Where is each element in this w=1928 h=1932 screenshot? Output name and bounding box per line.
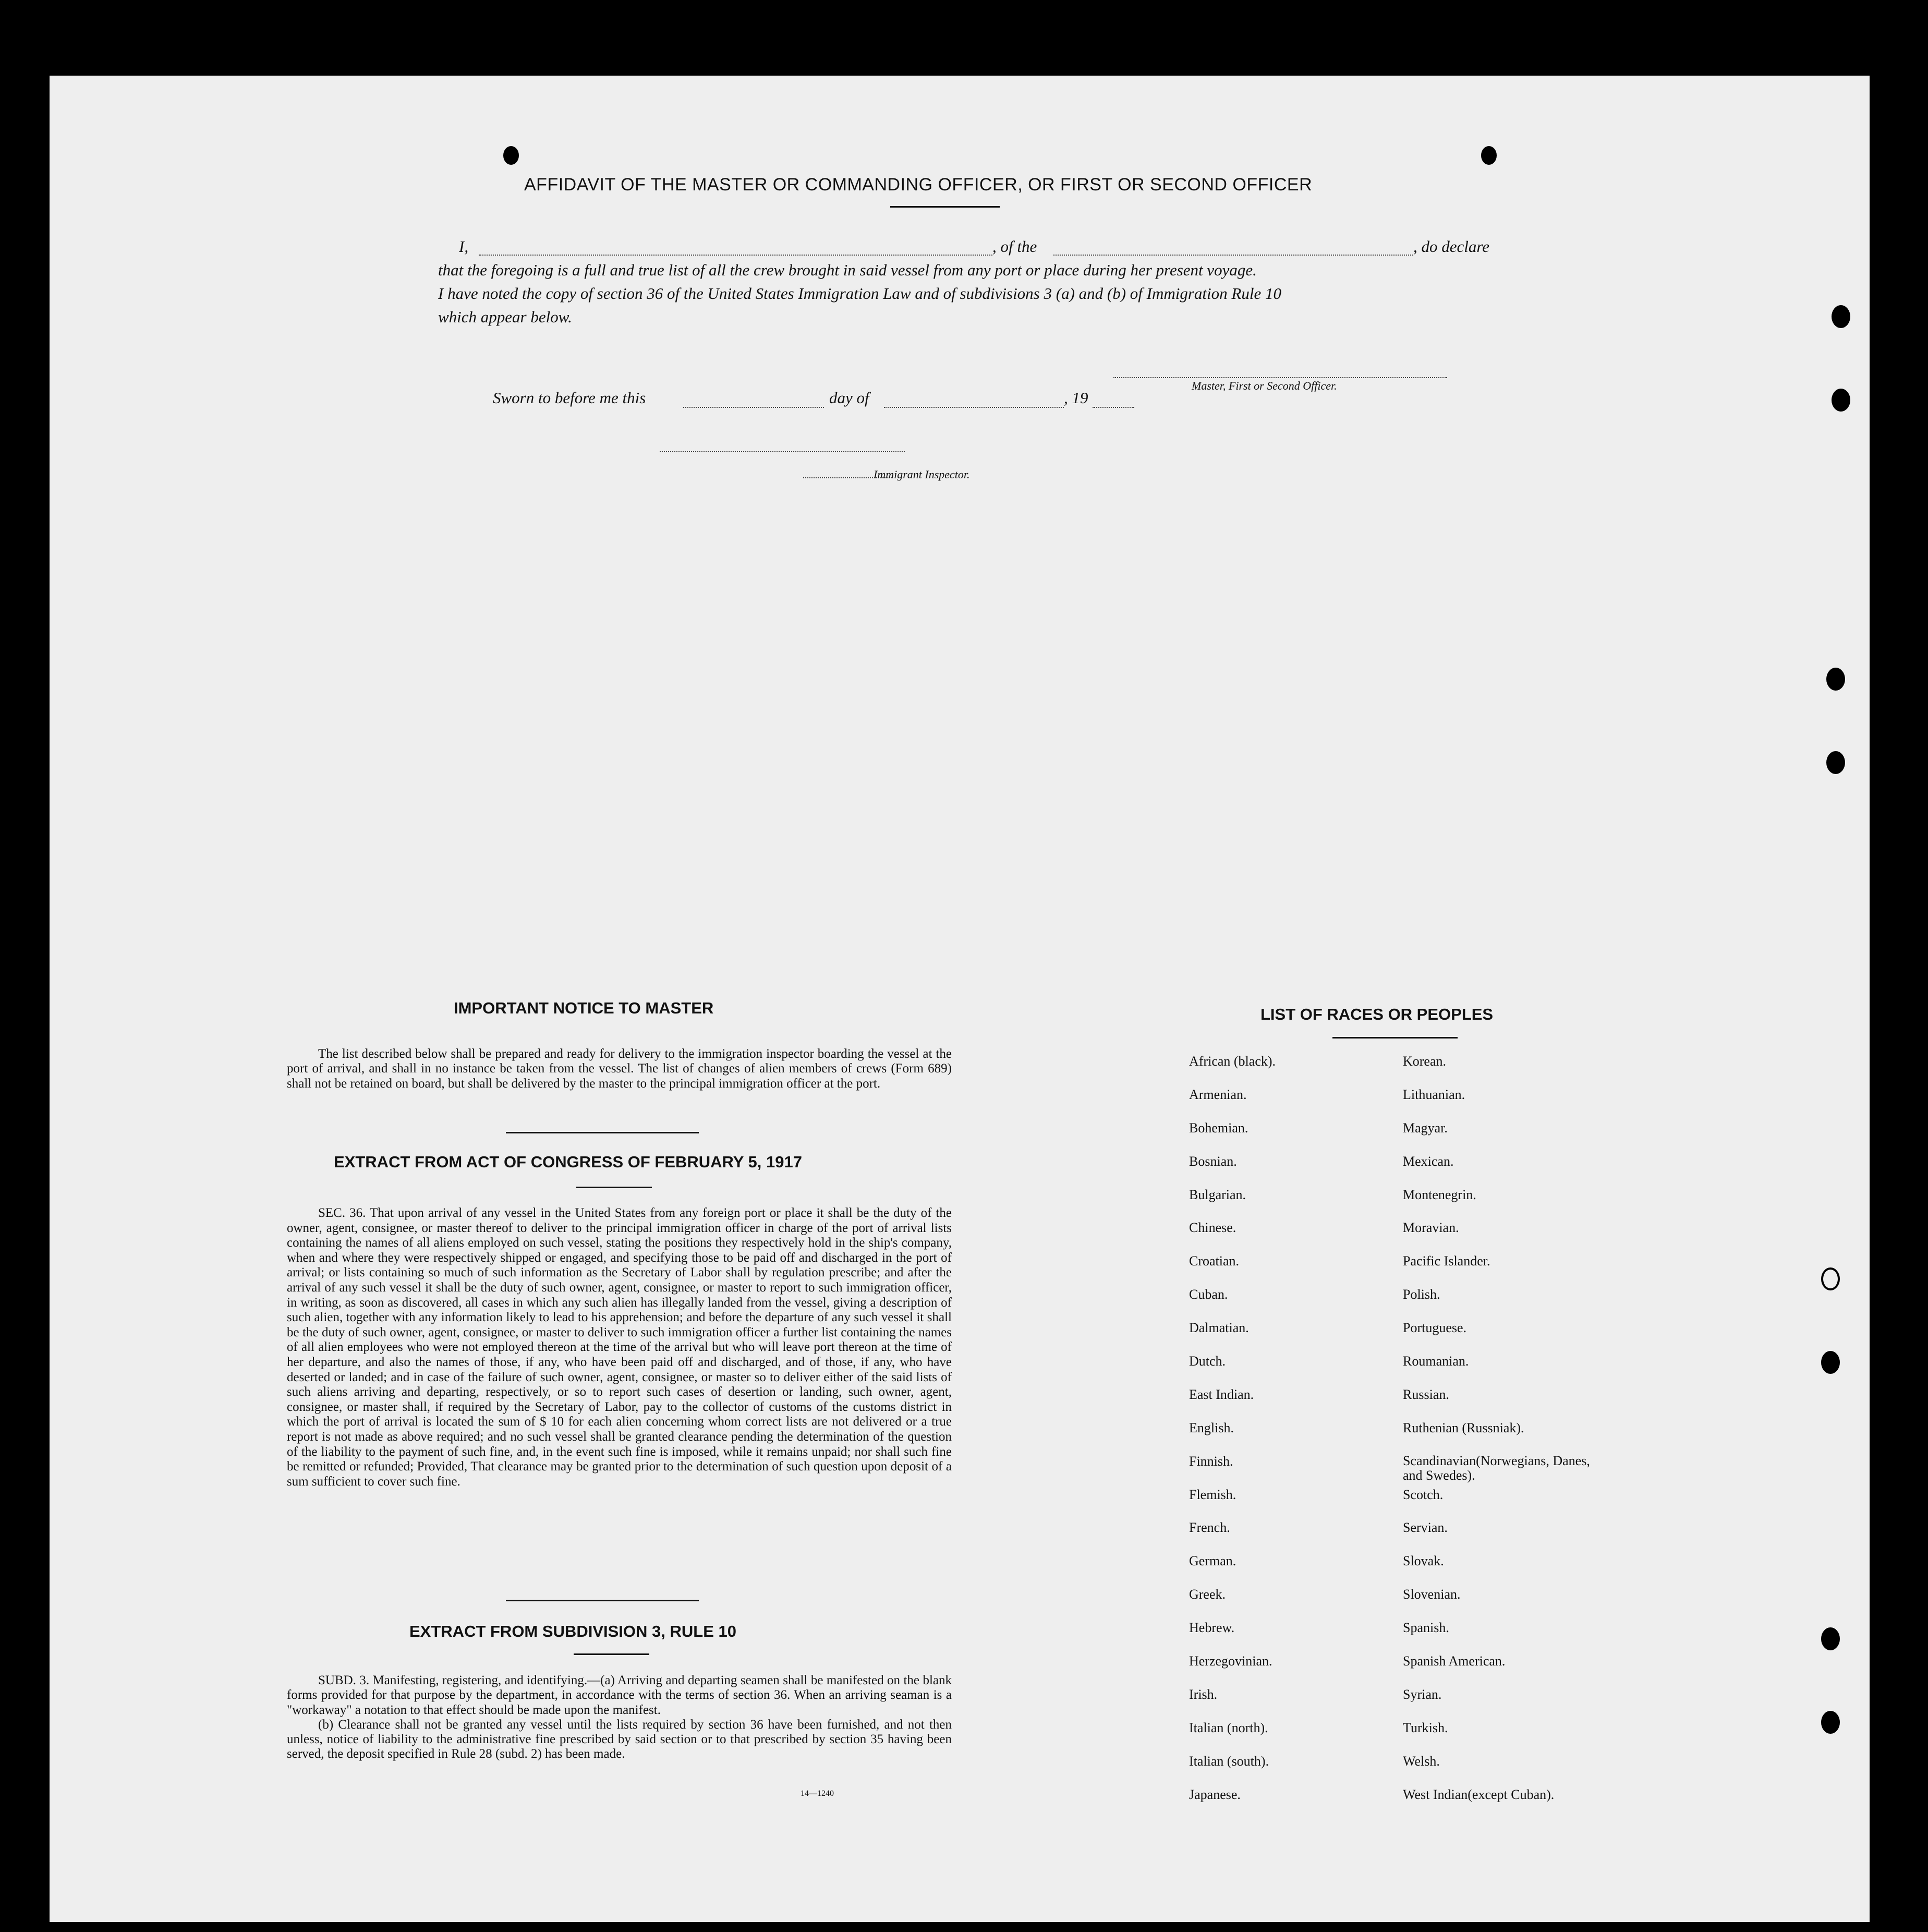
binder-hole — [1826, 751, 1845, 774]
name-field-line[interactable] — [479, 255, 992, 256]
binder-hole — [1821, 1351, 1840, 1374]
race-item: Herzegovinian. — [1189, 1653, 1272, 1669]
race-item: Italian (south). — [1189, 1753, 1269, 1769]
race-item: Magyar. — [1403, 1120, 1448, 1136]
race-item: Slovenian. — [1403, 1587, 1461, 1602]
binder-hole — [1826, 668, 1845, 691]
race-item: Flemish. — [1189, 1487, 1236, 1502]
act-underline — [576, 1187, 652, 1188]
staple-hole — [503, 146, 519, 165]
race-item: Slovak. — [1403, 1553, 1444, 1569]
races-right-column — [1403, 1054, 1601, 1820]
race-item: Lithuanian. — [1403, 1086, 1465, 1102]
race-item: Portuguese. — [1403, 1320, 1467, 1336]
races-underline — [1332, 1037, 1458, 1039]
race-item: Cuban. — [1189, 1287, 1228, 1302]
rule-heading: EXTRACT FROM SUBDIVISION 3, RULE 10 — [409, 1622, 736, 1640]
sworn-month-line[interactable] — [884, 407, 1064, 408]
race-item: Bulgarian. — [1189, 1187, 1246, 1202]
staple-hole — [1481, 146, 1497, 165]
day-of-text: day of — [829, 389, 869, 407]
affidavit-line-3: I have noted the copy of section 36 of the United States Immigration Law and of subdivisions 3 (a) and (b) of Immigration Rule 10 — [438, 284, 1281, 303]
race-item: Pacific Islander. — [1403, 1253, 1490, 1269]
notice-heading: IMPORTANT NOTICE TO MASTER — [454, 999, 714, 1017]
race-item: French. — [1189, 1520, 1230, 1536]
race-item: Dalmatian. — [1189, 1320, 1249, 1336]
race-item: Bosnian. — [1189, 1153, 1237, 1169]
race-item: Russian. — [1403, 1386, 1449, 1402]
master-signature-line[interactable] — [1113, 377, 1447, 378]
inspector-label: Immigrant Inspector. — [874, 468, 970, 481]
sworn-text: Sworn to before me this — [493, 389, 646, 407]
master-label: Master, First or Second Officer. — [1192, 379, 1337, 392]
race-item: Montenegrin. — [1403, 1187, 1476, 1202]
race-item: West Indian(except Cuban). — [1403, 1786, 1555, 1802]
affidavit-line-4: which appear below. — [438, 308, 572, 326]
race-item: Turkish. — [1403, 1720, 1448, 1735]
act-divider — [506, 1600, 699, 1601]
binder-hole — [1832, 305, 1850, 328]
binder-hole — [1832, 389, 1850, 412]
race-item: Moravian. — [1403, 1220, 1459, 1236]
race-item: Welsh. — [1403, 1753, 1440, 1769]
race-item: English. — [1189, 1420, 1234, 1435]
affidavit-line-2: that the foregoing is a full and true list of all the crew brought in said vessel from any port or place during her present voyage. — [438, 261, 1257, 279]
race-item: African (black). — [1189, 1054, 1276, 1069]
race-item: Japanese. — [1189, 1786, 1241, 1802]
race-item: Spanish American. — [1403, 1653, 1506, 1669]
race-item: Syrian. — [1403, 1686, 1442, 1702]
manifest-page — [50, 76, 1870, 1922]
race-item: German. — [1189, 1553, 1236, 1569]
rule-text: SUBD. 3. Manifesting, registering, and identifying.—(a) Arriving and departing seamen shall be manifested on the blank forms provided for that purpose by the department, in accordance with the terms of section 36. When an arriving seaman is a "workaway" a notation to that effect should be made upon the manifest. (b) Clearance shall not be granted any vessel until the lists required by section 36 have been furnished, and not then unless, notice of liability to the administrative fine prescribed by said section or to that prescribed by section 35 having been served, the deposit specified in Rule 28 (subd. 2) has been made. — [287, 1673, 952, 1761]
race-item: Dutch. — [1189, 1354, 1226, 1369]
vessel-field-line[interactable] — [1053, 255, 1413, 256]
affidavit-title: AFFIDAVIT OF THE MASTER OR COMMANDING OFFICER, OR FIRST OR SECOND OFFICER — [524, 175, 1313, 195]
race-item: Spanish. — [1403, 1620, 1449, 1636]
binder-hole — [1821, 1267, 1840, 1290]
race-item: Scandinavian(Norwegians, Danes, and Swedes). — [1403, 1453, 1590, 1483]
sworn-day-line[interactable] — [683, 407, 824, 408]
races-left-column — [1189, 1054, 1276, 1820]
year-text: , 19 — [1064, 389, 1088, 407]
race-item: Hebrew. — [1189, 1620, 1235, 1636]
inspector-signature-line[interactable] — [660, 451, 905, 452]
race-item: Mexican. — [1403, 1153, 1454, 1169]
race-item: East Indian. — [1189, 1386, 1254, 1402]
race-item: Polish. — [1403, 1287, 1440, 1302]
binder-hole — [1821, 1711, 1840, 1734]
binder-hole — [1821, 1627, 1840, 1650]
title-underline — [890, 206, 1000, 208]
race-item: Croatian. — [1189, 1253, 1240, 1269]
rule-underline — [574, 1653, 649, 1655]
race-item: Greek. — [1189, 1587, 1226, 1602]
race-item: Finnish. — [1189, 1453, 1233, 1469]
race-item: Irish. — [1189, 1686, 1218, 1702]
race-item: Roumanian. — [1403, 1354, 1469, 1369]
race-item: Korean. — [1403, 1054, 1447, 1069]
race-item: Armenian. — [1189, 1086, 1247, 1102]
affidavit-declare: , do declare — [1413, 237, 1490, 256]
form-number: 14—1240 — [801, 1789, 834, 1798]
race-item: Chinese. — [1189, 1220, 1236, 1236]
affidavit-of-the: , of the — [992, 237, 1037, 256]
act-heading: EXTRACT FROM ACT OF CONGRESS OF FEBRUARY 5, 1917 — [334, 1153, 802, 1171]
notice-text: The list described below shall be prepared and ready for delivery to the immigration inspector boarding the vessel at the port of arrival, and shall in no instance be taken from the vessel. The list of changes of alien members of crews (Form 689) shall not be retained on board, but shall be delivered by the master to the principal immigration officer at the port. — [287, 1047, 952, 1091]
sworn-year-line[interactable] — [1093, 407, 1134, 408]
affidavit-i: I, — [459, 237, 469, 256]
notice-divider — [506, 1132, 699, 1133]
act-text: SEC. 36. That upon arrival of any vessel in the United States from any foreign port or place it shall be the duty of the owner, agent, consignee, or master thereof to deliver to the principal immigration officer in charge of the port of arrival lists containing the names of all aliens employed on such vessel, stating the positions they respectively hold in the ship's company, when and where they were respectively shipped or engaged, and specifying those to be paid off and discharged in the port of arrival; or lists containing so much of such information as the Secretary of Labor shall by regulation prescribe; and after the arrival of any such vessel it shall be the duty of such owner, agent, consignee, or master to report to such immigration officer, in writing, as soon as discovered, all cases in which any such alien has illegally landed from the vessel, giving a description of such alien, together with any information likely to lead to his apprehension; and before the departure of any such vessel it shall be the duty of such owner, agent, consignee, or master to deliver to such immigration officer a further list containing the names of all alien employees who were not employed thereon at the time of the arrival but who will leave port thereon at the time of her departure, and also the names of those, if any, who have been paid off and discharged, and of those, if any, who have deserted or landed; and in case of the failure of such owner, agent, consignee, or master so to deliver either of the said lists of such aliens arriving and departing, respectively, or so to report such cases of desertion or landing, such owner, agent, consignee, or master shall, if required by the Secretary of Labor, pay to the collector of customs of the customs district in which the port of arrival is located the sum of $ 10 for each alien concerning whom correct lists are not delivered or a true report is not made as above required; and no such vessel shall be granted clearance pending the determination of the question of the liability to the payment of such fine, and, in the event such fine is imposed, while it remains unpaid; nor shall such fine be remitted or refunded; Provided, That clearance may be granted prior to the determination of such question upon deposit of a sum sufficient to cover such fine. — [287, 1206, 952, 1489]
race-item: Servian. — [1403, 1520, 1448, 1536]
race-item: Italian (north). — [1189, 1720, 1268, 1735]
race-item: Bohemian. — [1189, 1120, 1248, 1136]
race-item: Ruthenian (Russniak). — [1403, 1420, 1524, 1435]
races-heading: LIST OF RACES OR PEOPLES — [1260, 1005, 1494, 1023]
race-item: Scotch. — [1403, 1487, 1444, 1502]
